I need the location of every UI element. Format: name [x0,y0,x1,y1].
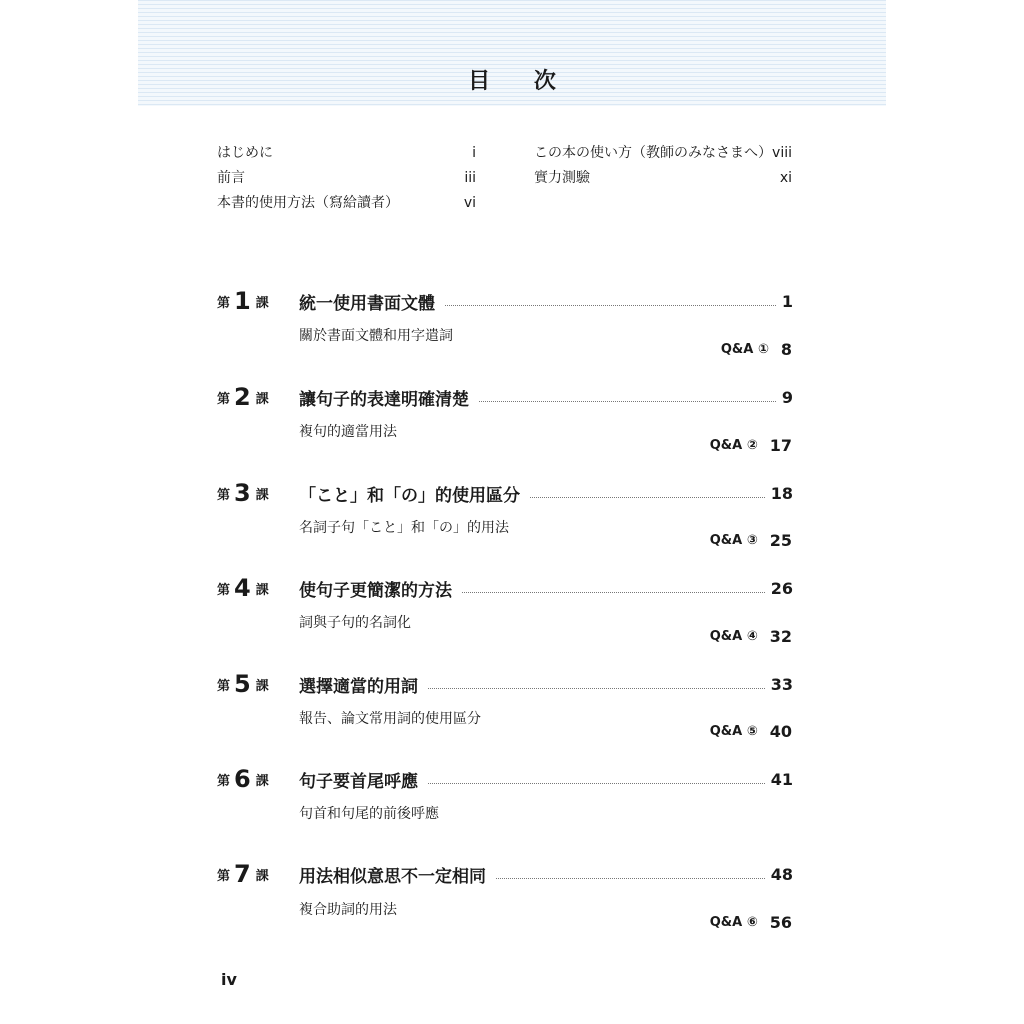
lesson-entry-2[interactable] [217,385,793,409]
lesson-page: 41 [770,769,793,789]
lesson-entry-4[interactable] [217,576,793,600]
lesson-entry-6[interactable] [217,767,793,791]
front-item-page: i [472,145,476,161]
front-item-label: この本の使い方（教師のみなさまへ） [534,145,772,161]
lesson-entry-1[interactable] [217,289,793,313]
lesson-number: 第 6 課 [217,765,269,793]
qa-label: Q&A ④ [709,628,758,644]
lesson-subtitle: 關於書面文體和用字遣詞 [299,328,453,344]
lesson-page: 26 [770,578,793,598]
lesson-number: 第 7 課 [217,860,269,888]
front-item-preface[interactable] [217,170,476,186]
front-item-page: viii [772,145,792,161]
qa-page: 25 [769,530,792,550]
lesson-title: 用法相似意思不一定相同 [299,866,486,887]
qa-label: Q&A ① [720,341,769,357]
qa-entry-2[interactable] [710,434,792,456]
front-item-page: xi [779,170,792,186]
dot-leader [428,688,765,689]
front-item-label: はじめに [217,145,273,161]
dot-leader [428,783,765,784]
lesson-entry-5[interactable] [217,672,793,696]
front-item-reader-guide[interactable] [217,195,476,211]
dot-leader [496,878,765,879]
lesson-subtitle: 句首和句尾的前後呼應 [299,806,439,822]
qa-entry-1[interactable] [721,338,792,360]
front-item-page: iii [464,170,476,186]
page-title: 目 次 [468,69,574,94]
front-item-label: 實力測驗 [534,170,590,186]
lesson-subtitle: 報告、論文常用詞的使用區分 [299,711,481,727]
qa-label: Q&A ⑤ [709,723,758,739]
lesson-number: 第 5 課 [217,670,269,698]
qa-page: 56 [769,912,792,932]
qa-page: 8 [780,339,792,359]
front-item-teacher-guide[interactable] [534,145,792,161]
front-item-test[interactable] [534,170,792,186]
lesson-subtitle: 名詞子句「こと」和「の」的用法 [299,520,509,536]
lesson-title: 「こと」和「の」的使用區分 [299,485,520,506]
lesson-number: 第 3 課 [217,479,269,507]
lesson-page: 18 [770,483,793,503]
lesson-title: 統一使用書面文體 [299,293,435,314]
lesson-title: 選擇適當的用詞 [299,676,418,697]
dot-leader [479,401,776,402]
qa-entry-4[interactable] [710,625,792,647]
lesson-subtitle: 詞與子句的名詞化 [299,615,411,631]
lesson-title: 使句子更簡潔的方法 [299,580,452,601]
lesson-number: 第 2 課 [217,383,269,411]
front-item-label: 本書的使用方法（寫給讀者） [217,195,399,211]
dot-leader [530,497,765,498]
qa-label: Q&A ③ [709,532,758,548]
lesson-title: 句子要首尾呼應 [299,771,418,792]
qa-page: 32 [769,626,792,646]
lesson-page: 1 [781,291,793,311]
dot-leader [462,592,765,593]
qa-label: Q&A ② [709,437,758,453]
qa-page: 17 [769,435,792,455]
lesson-title: 讓句子的表達明確清楚 [299,389,469,410]
dot-leader [445,305,776,306]
qa-entry-3[interactable] [710,529,792,551]
qa-entry-6[interactable] [710,911,792,933]
lesson-entry-3[interactable] [217,481,793,505]
lesson-number: 第 4 課 [217,574,269,602]
qa-label: Q&A ⑥ [709,914,758,930]
front-item-label: 前言 [217,170,245,186]
lesson-subtitle: 複合助詞的用法 [299,902,397,918]
front-item-page: vi [463,195,476,211]
lesson-number: 第 1 課 [217,287,269,315]
lesson-page: 48 [770,864,793,884]
front-item-hajimeni[interactable] [217,145,476,161]
lesson-entry-7[interactable] [217,862,793,886]
lesson-subtitle: 複句的適當用法 [299,424,397,440]
qa-page: 40 [769,721,792,741]
page-folio: iv [221,970,237,989]
qa-entry-5[interactable] [710,720,792,742]
lesson-page: 9 [781,387,793,407]
lesson-page: 33 [770,674,793,694]
